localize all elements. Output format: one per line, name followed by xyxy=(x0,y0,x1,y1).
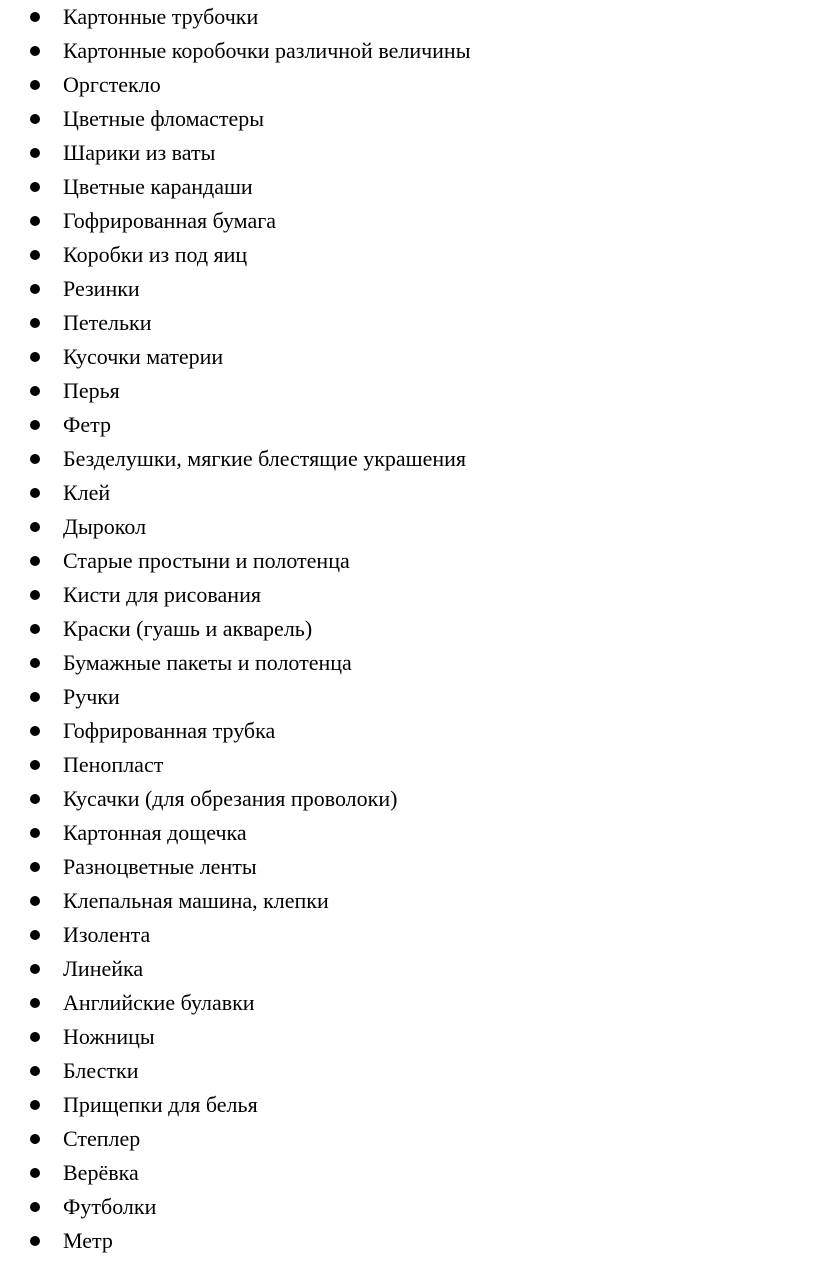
list-item-text: Безделушки, мягкие блестящие украшения xyxy=(63,446,467,471)
list-item xyxy=(0,680,816,714)
list-item xyxy=(0,952,816,986)
bullet-icon xyxy=(30,862,40,872)
list-item xyxy=(0,1156,816,1190)
bullet-icon xyxy=(30,148,40,158)
list-item-text: Ручки xyxy=(63,684,120,709)
list-item xyxy=(0,1020,816,1054)
list-item-text: Перья xyxy=(63,378,120,403)
list-item-text: Разноцветные ленты xyxy=(63,854,257,879)
list-item xyxy=(0,578,816,612)
list-item-text: Цветные фломастеры xyxy=(63,106,265,131)
list-item-text: Оргстекло xyxy=(63,72,161,97)
bullet-icon xyxy=(30,1236,40,1246)
list-item-text: Коробки из под яиц xyxy=(63,242,248,267)
list-item xyxy=(0,1190,816,1224)
list-item-text: Старые простыни и полотенца xyxy=(63,548,350,573)
list-item xyxy=(0,272,816,306)
list-item xyxy=(0,714,816,748)
list-item xyxy=(0,884,816,918)
list-item-text: Резинки xyxy=(63,276,140,301)
bullet-icon xyxy=(30,352,40,362)
bullet-icon xyxy=(30,182,40,192)
bullet-icon xyxy=(30,1066,40,1076)
bullet-icon xyxy=(30,624,40,634)
bullet-icon xyxy=(30,114,40,124)
list-item-text: Картонные трубочки xyxy=(63,4,259,29)
list-item-text: Клепальная машина, клепки xyxy=(63,888,329,913)
list-item xyxy=(0,986,816,1020)
list-item-text: Футболки xyxy=(63,1194,157,1219)
list-item-text: Пенопласт xyxy=(63,752,164,777)
list-item xyxy=(0,306,816,340)
bullet-icon xyxy=(30,964,40,974)
list-item-text: Верёвка xyxy=(63,1160,139,1185)
list-item-text: Линейка xyxy=(63,956,144,981)
list-item xyxy=(0,646,816,680)
bullet-icon xyxy=(30,794,40,804)
list-item-text: Степлер xyxy=(63,1126,141,1151)
bullet-icon xyxy=(30,522,40,532)
bullet-icon xyxy=(30,590,40,600)
list-item xyxy=(0,34,816,68)
bullet-icon xyxy=(30,930,40,940)
bullet-icon xyxy=(30,726,40,736)
list-item xyxy=(0,0,816,34)
bullet-icon xyxy=(30,1134,40,1144)
bullet-icon xyxy=(30,760,40,770)
list-item xyxy=(0,408,816,442)
list-item-text: Гофрированная трубка xyxy=(63,718,276,743)
bullet-icon xyxy=(30,692,40,702)
list-item xyxy=(0,442,816,476)
bullet-icon xyxy=(30,1032,40,1042)
list-item-text: Клей xyxy=(63,480,111,505)
list-item-text: Дырокол xyxy=(63,514,147,539)
list-item xyxy=(0,918,816,952)
list-item xyxy=(0,850,816,884)
list-item xyxy=(0,1224,816,1258)
bullet-icon xyxy=(30,998,40,1008)
bullet-icon xyxy=(30,386,40,396)
list-item xyxy=(0,510,816,544)
list-item xyxy=(0,1122,816,1156)
list-item xyxy=(0,1088,816,1122)
list-item xyxy=(0,748,816,782)
bullet-icon xyxy=(30,250,40,260)
bullet-icon xyxy=(30,1168,40,1178)
list-item xyxy=(0,102,816,136)
list-item-text: Шарики из ваты xyxy=(63,140,216,165)
list-item xyxy=(0,1054,816,1088)
bullet-icon xyxy=(30,1202,40,1212)
bullet-icon xyxy=(30,46,40,56)
list-item-text: Фетр xyxy=(63,412,112,437)
list-item xyxy=(0,204,816,238)
list-item-text: Картонная дощечка xyxy=(63,820,247,845)
list-item xyxy=(0,238,816,272)
list-item-text: Изолента xyxy=(63,922,151,947)
list-item-text: Кусочки материи xyxy=(63,344,224,369)
bullet-icon xyxy=(30,1100,40,1110)
list-item-text: Блестки xyxy=(63,1058,139,1083)
bullet-icon xyxy=(30,556,40,566)
bullet-icon xyxy=(30,80,40,90)
bullet-icon xyxy=(30,284,40,294)
list-item-text: Петельки xyxy=(63,310,152,335)
bullet-icon xyxy=(30,896,40,906)
list-item xyxy=(0,612,816,646)
bullet-icon xyxy=(30,828,40,838)
list-item xyxy=(0,374,816,408)
list-item xyxy=(0,170,816,204)
list-item-text: Краски (гуашь и акварель) xyxy=(63,616,313,641)
bullet-icon xyxy=(30,420,40,430)
bullet-icon xyxy=(30,454,40,464)
list-item-text: Английские булавки xyxy=(63,990,255,1015)
bullet-icon xyxy=(30,488,40,498)
list-item-text: Бумажные пакеты и полотенца xyxy=(63,650,352,675)
list-item-text: Кисти для рисования xyxy=(63,582,261,607)
bullet-icon xyxy=(30,318,40,328)
list-item xyxy=(0,544,816,578)
list-item-text: Цветные карандаши xyxy=(63,174,253,199)
list-item xyxy=(0,340,816,374)
list-item-text: Метр xyxy=(63,1228,113,1253)
list-item-text: Гофрированная бумага xyxy=(63,208,276,233)
list-item xyxy=(0,136,816,170)
list-item xyxy=(0,68,816,102)
bullet-icon xyxy=(30,12,40,22)
list-item-text: Ножницы xyxy=(63,1024,155,1049)
list-item xyxy=(0,816,816,850)
list-item-text: Картонные коробочки различной величины xyxy=(63,38,471,63)
list-item-text: Кусачки (для обрезания проволоки) xyxy=(63,786,398,811)
bullet-icon xyxy=(30,658,40,668)
list-item-text: Прищепки для белья xyxy=(63,1092,258,1117)
list-item xyxy=(0,476,816,510)
list-item xyxy=(0,782,816,816)
bullet-icon xyxy=(30,216,40,226)
